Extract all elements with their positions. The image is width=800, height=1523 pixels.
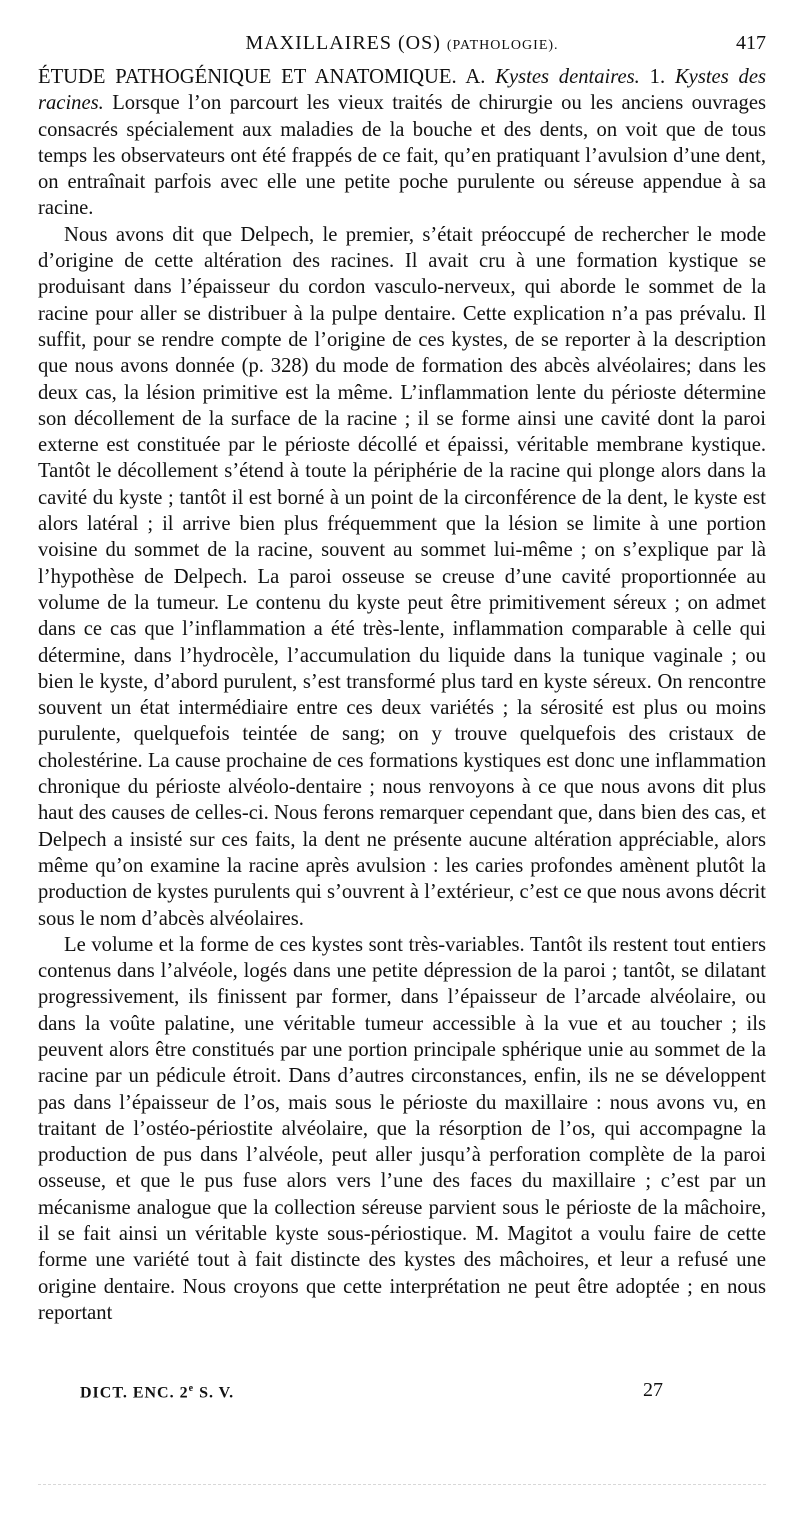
paragraph-2: Nous avons dit que Delpech, le premier, s’était préoccupé de rechercher le mode d’origine de cette altération des racines. Il avait cru à une formation kystique se produisant dans l’épaisseur du cordon vasculo-nerveux, qui aborde le sommet de la racine pour aller se distribuer à la pulpe dentaire. Cette explication n’a pas prévalu. Il suffit, pour se rendre compte de l’origine de ces kystes, de se reporter à la description que nous avons donnée (p. 328) du mode de formation des abcès alvéolaires; dans les deux cas, la lésion primitive est la même. L’inflammation lente du périoste détermine son décollement de la surface de la racine ; il se forme ainsi une cavité dont la paroi externe est constituée par le périoste décollé et épaissi, véritable membrane kystique. Tantôt le décollement s’étend à toute la périphérie de la racine qui plonge alors dans la cavité du kyste ; tantôt il est borné à un point de la circonférence de la dent, le kyste est alors latéral ; il arrive bien plus fréquemment que la lésion se limite à une portion voisine du sommet de la racine, souvent au sommet lui-même ; on s’explique par là l’hypothèse de Delpech. La paroi osseuse se creuse d’une cavité proportionnée au volume de la tumeur. Le contenu du kyste peut être primitivement séreux ; on admet dans ce cas que l’inflammation a été très-lente, inflammation comparable à celle qui détermine, dans l’hydrocèle, l’accumulation du liquide dans la tunique vaginale ; ou bien le kyste, d’abord purulent, s’est transformé plus tard en kyste séreux. On rencontre souvent un état intermédiaire entre ces deux variétés ; la sérosité est plus ou moins purulente, quelquefois teintée de sang; on y trouve quelquefois des cristaux de cholestérine. La cause prochaine de ces formations kystiques est donc une inflammation chronique du périoste alvéolo-dentaire ; nous renvoyons à ce que nous avons dit plus haut des causes de celles-ci. Nous ferons remarquer cependant que, dans bien des cas, et Delpech a insisté sur ces faits, la dent ne présente aucune altération appréciable, alors même qu’on examine la racine après avulsion : les caries profondes amènent plutôt la production de kystes purulents qui s’ouvrent à l’extérieur, c’est ce que nous avons décrit sous le nom d’abcès alvéolaires. bbox=[38, 223, 766, 930]
section-title-1: Kystes des racines. bbox=[38, 66, 766, 115]
running-title-main: MAXILLAIRES (OS) bbox=[245, 32, 447, 54]
signature-footer bbox=[38, 1379, 766, 1413]
running-header bbox=[38, 30, 766, 60]
page-body bbox=[38, 64, 766, 1326]
paragraph-1 bbox=[38, 64, 766, 222]
running-title-subject: (PATHOLOGIE). bbox=[446, 38, 559, 53]
section-title-a: Kystes dentaires. bbox=[495, 66, 640, 88]
page-number: 417 bbox=[736, 32, 766, 54]
signature-text: DICT. ENC. 2 bbox=[80, 1384, 189, 1402]
section-label-1: 1. bbox=[639, 66, 675, 88]
signature-end: S. V. bbox=[194, 1384, 235, 1402]
paragraph-1-text: Lorsque l’on parcourt les vieux traités de chirurgie ou les anciens ouvrages consacrés spécialement aux maladies de la bouche et des dents, on voit que de tous temps les observateurs ont été frappés de ce fait, qu’en pratiquant l’avulsion d’une dent, on entraînait parfois avec elle une petite poche purulente ou séreuse appendue à sa racine. bbox=[38, 92, 766, 220]
printer-signature bbox=[80, 1383, 234, 1402]
paragraph-3: Le volume et la forme de ces kystes sont très-variables. Tantôt ils restent tout entiers contenus dans l’alvéole, logés dans une petite dépression de la paroi ; tantôt, se dilatant progressivement, ils finissent par former, dans l’épaisseur de l’arcade alvéolaire, ou dans la voûte palatine, une véritable tumeur accessible à la vue et au toucher ; ils peuvent alors être constitués par une portion principale sphérique unie au sommet de la racine par un pédicule étroit. Dans d’autres circonstances, enfin, ils ne se développent pas dans l’épaisseur de l’os, mais sous le périoste du maxillaire : nous avons vu, en traitant de l’ostéo-périostite alvéolaire, que la résorption de l’os, qui accompagne la production de pus dans l’alvéole, peut aller jusqu’à perforation complète de la paroi osseuse, et que le pus fuse alors vers l’une des faces du maxillaire ; c’est par un mécanisme analogue que la collection séreuse parvient sous le périoste de la mâchoire, il se fait ainsi un véritable kyste sous-périostique. M. Magitot a voulu faire de cette forme une variété tout à fait distincte des kystes des mâchoires, et leur a refusé une origine dentaire. Nous croyons que cette interprétation ne peut être adoptée ; en nous reportant bbox=[38, 933, 766, 1324]
signature-sup: e bbox=[188, 1383, 195, 1394]
running-title bbox=[38, 32, 766, 55]
section-label-a: A. bbox=[456, 66, 496, 88]
section-heading: ÉTUDE PATHOGÉNIQUE ET ANATOMIQUE. bbox=[38, 66, 457, 88]
sheet-number: 27 bbox=[643, 1379, 663, 1401]
scan-artifact-line bbox=[38, 1484, 766, 1489]
